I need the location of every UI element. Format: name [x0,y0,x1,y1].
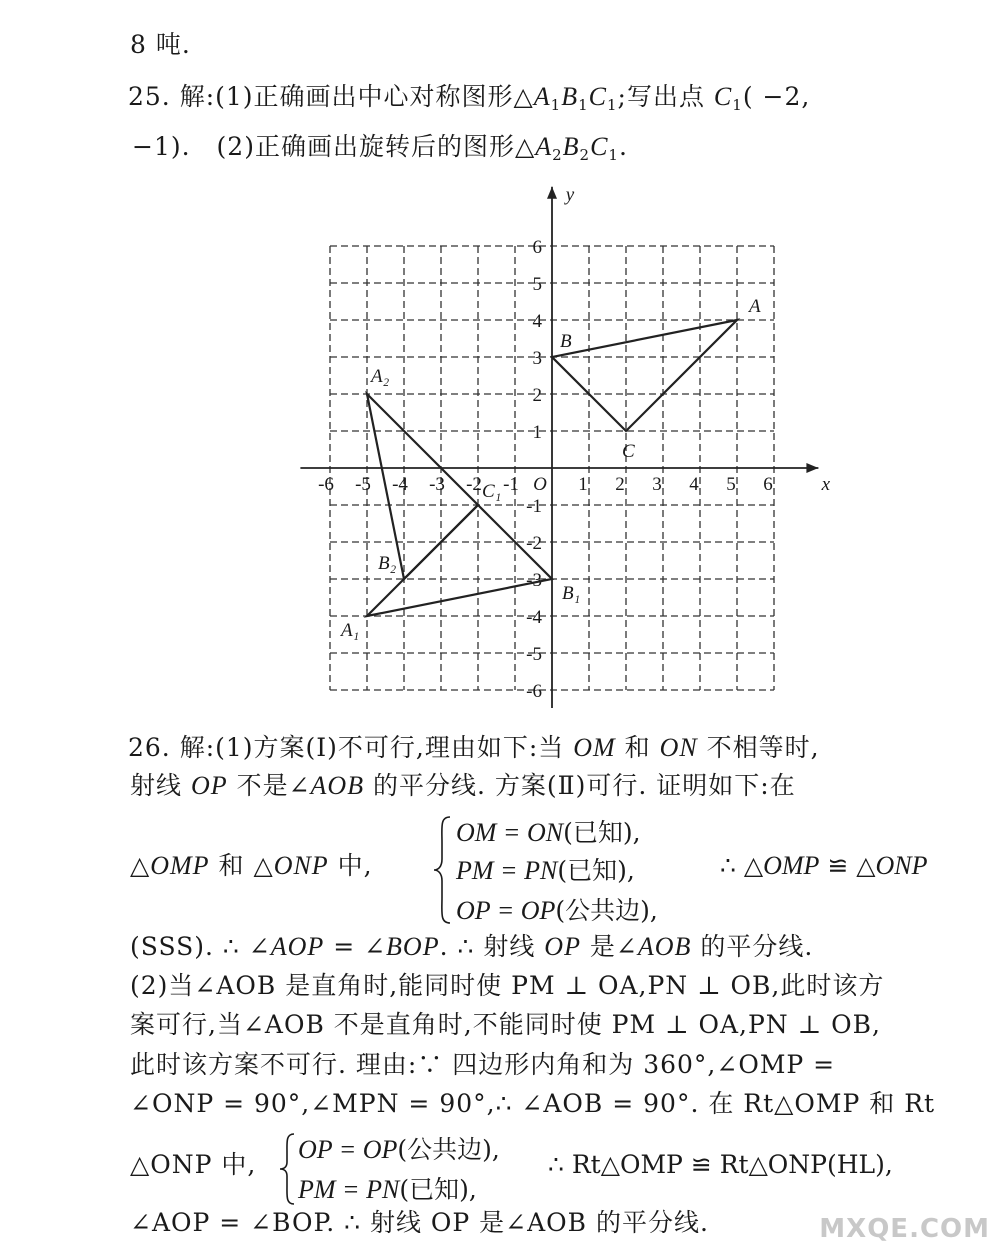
y-tick-label: 2 [532,385,542,406]
sys1-zhong: 中, [328,851,373,880]
math-op: OP [544,932,581,961]
math-omp: OMP [150,851,210,880]
sys2-conclusion: ∴ Rt△OMP ≌ Rt△ONP(HL), [548,1150,893,1179]
label-b: B [561,82,579,111]
x-axis-label: x [821,474,831,495]
sys1-conclusion [720,851,928,881]
math-aop: AOP [270,932,325,961]
q26-l5-eq: = ∠ [324,932,387,961]
q26-l2-a: 射线 [130,771,191,800]
x-tick-label: -1 [503,474,519,495]
x-tick-label: 2 [615,474,625,495]
label-c: C [588,82,607,111]
y-tick-label: -4 [526,607,542,628]
tick-labels [318,185,830,703]
q26-line12: ∠AOP = ∠BOP. ∴ 射线 OP 是∠AOB 的平分线. [130,1208,709,1237]
y-tick-label: -5 [526,644,542,665]
label-b: B [562,132,580,161]
sub-2: 2 [579,146,591,164]
q26-line8: 此时该方案不可行. 理由:∵ 四边形内角和为 360°,∠OMP = [130,1050,836,1079]
brace-2 [278,1132,298,1206]
top-fragment: 8 吨. [130,30,191,59]
math-aob: AOB [637,932,692,961]
congruent-tri: ≌ △ [819,851,876,880]
sub-1: 1 [550,96,562,114]
label-c1: C [713,82,733,111]
q26-l5-b: . ∴ 射线 [439,932,545,961]
y-tick-label: 4 [532,311,542,332]
point-label-a: A [749,296,761,317]
point-label-c: C [622,441,635,462]
sub-1: 1 [732,96,743,114]
point-label-b1: B₁ [562,583,581,604]
q25-line1-end: ( −2, [742,82,811,111]
sys2-left: △ONP 中, [130,1150,257,1179]
sub-1: 1 [608,146,619,164]
q26-line6: (2)当∠AOB 是直角时,能同时使 PM ⊥ OA,PN ⊥ OB,此时该方 [130,971,885,1000]
math-on: ON [659,733,698,762]
y-tick-label: 6 [532,237,542,258]
sub-1: 1 [607,96,618,114]
sys1-row-2 [456,851,635,887]
sys1-note-3: (公共边), [555,896,658,925]
x-tick-label: -2 [466,474,482,495]
sys1-row-1 [456,813,641,849]
sys1-eq-1: OM = ON [456,818,564,847]
x-tick-label: 6 [763,474,773,495]
therefore-tri: ∴ △ [720,851,764,880]
q26-line7: 案可行,当∠AOB 不是直角时,不能同时使 PM ⊥ OA,PN ⊥ OB, [130,1010,881,1039]
sys2-row-2 [298,1170,477,1206]
x-tick-label: -5 [355,474,371,495]
math-onp: ONP [273,851,329,880]
sys1-and: 和 △ [209,851,274,880]
x-tick-label: 1 [578,474,588,495]
q25-line1-mid: ;写出点 [617,82,714,111]
x-tick-label: -3 [429,474,445,495]
q26-l2-b: 不是∠ [227,771,311,800]
sub-1: 1 [578,96,589,114]
y-tick-label: 1 [532,422,542,443]
q26-l1-and: 和 [615,733,660,762]
brace-1 [432,815,454,925]
q25-line1-prefix: 25. 解:(1)正确画出中心对称图形△ [128,82,534,111]
origin-label: O [533,474,547,495]
q26-l2-c: 的平分线. 方案(Ⅱ)可行. 证明如下:在 [364,771,796,800]
q26-line1 [128,733,820,763]
x-tick-label: 4 [689,474,699,495]
math-onp: ONP [875,851,928,880]
y-tick-label: -2 [526,533,542,554]
point-label-a1: A₁ [341,620,360,641]
y-tick-label: -6 [526,681,542,702]
x-tick-label: -6 [318,474,334,495]
sys1-note-2: (已知), [557,856,635,885]
q26-l5-d: 的平分线. [691,932,814,961]
math-aob: AOB [310,771,365,800]
q26-line9: ∠ONP = 90°,∠MPN = 90°,∴ ∠AOB = 90°. 在 Rt△OMP 和 Rt [130,1089,936,1118]
q26-line5 [130,932,813,962]
q26-l1-end: 不相等时, [697,733,820,762]
y-axis-arrow [547,187,557,199]
sys2-note-2: (已知), [399,1175,477,1204]
point-label-a2: A₂ [371,366,390,387]
label-a: A [533,82,551,111]
y-axis-label: y [565,184,575,206]
point-label-b2: B₂ [378,553,397,574]
x-tick-label: 3 [652,474,662,495]
q26-line2 [130,771,796,801]
sys1-eq-2: PM = PN [456,856,558,885]
label-a: A [535,132,553,161]
point-label-c1: C₁ [482,481,502,502]
y-tick-label: 3 [532,348,542,369]
sys1-eq-3: OP = OP [456,896,556,925]
watermark-logo: MXQE.COM [819,1214,990,1244]
triangle-a2-b2-c1 [367,394,478,579]
y-tick-label: -3 [526,570,542,591]
triangle-a-b-c [552,320,737,431]
label-c: C [590,132,609,161]
sys1-note-1: (已知), [563,818,641,847]
y-tick-label: -1 [526,496,542,517]
x-tick-label: -4 [392,474,408,495]
sys2-eq-1: OP = OP [298,1135,398,1164]
math-op: OP [190,771,228,800]
coordinate-diagram [290,178,840,708]
q26-l5-a: (SSS). ∴ ∠ [130,932,271,961]
sys1-row-3 [456,891,658,927]
sys1-left [130,851,373,881]
sub-2: 2 [552,146,563,164]
math-omp: OMP [763,851,820,880]
math-bop: BOP [386,932,440,961]
math-om: OM [573,733,616,762]
point-label-b: B [560,331,572,352]
q26-l1-a: 26. 解:(1)方案(Ⅰ)不可行,理由如下:当 [128,733,574,762]
q26-l5-c: 是∠ [580,932,638,961]
q25-line2 [132,132,628,162]
q25-line1 [128,82,810,112]
tri-symbol: △ [130,851,151,880]
sys2-row-1 [298,1130,500,1166]
x-axis-arrow [806,463,818,473]
q25-line2-start: −1). (2)正确画出旋转后的图形△ [132,132,536,161]
x-tick-label: 5 [726,474,736,495]
sys2-note-1: (公共边), [397,1135,500,1164]
y-tick-label: 5 [532,274,542,295]
q25-line2-end: . [618,132,628,161]
sys2-eq-2: PM = PN [298,1175,400,1204]
